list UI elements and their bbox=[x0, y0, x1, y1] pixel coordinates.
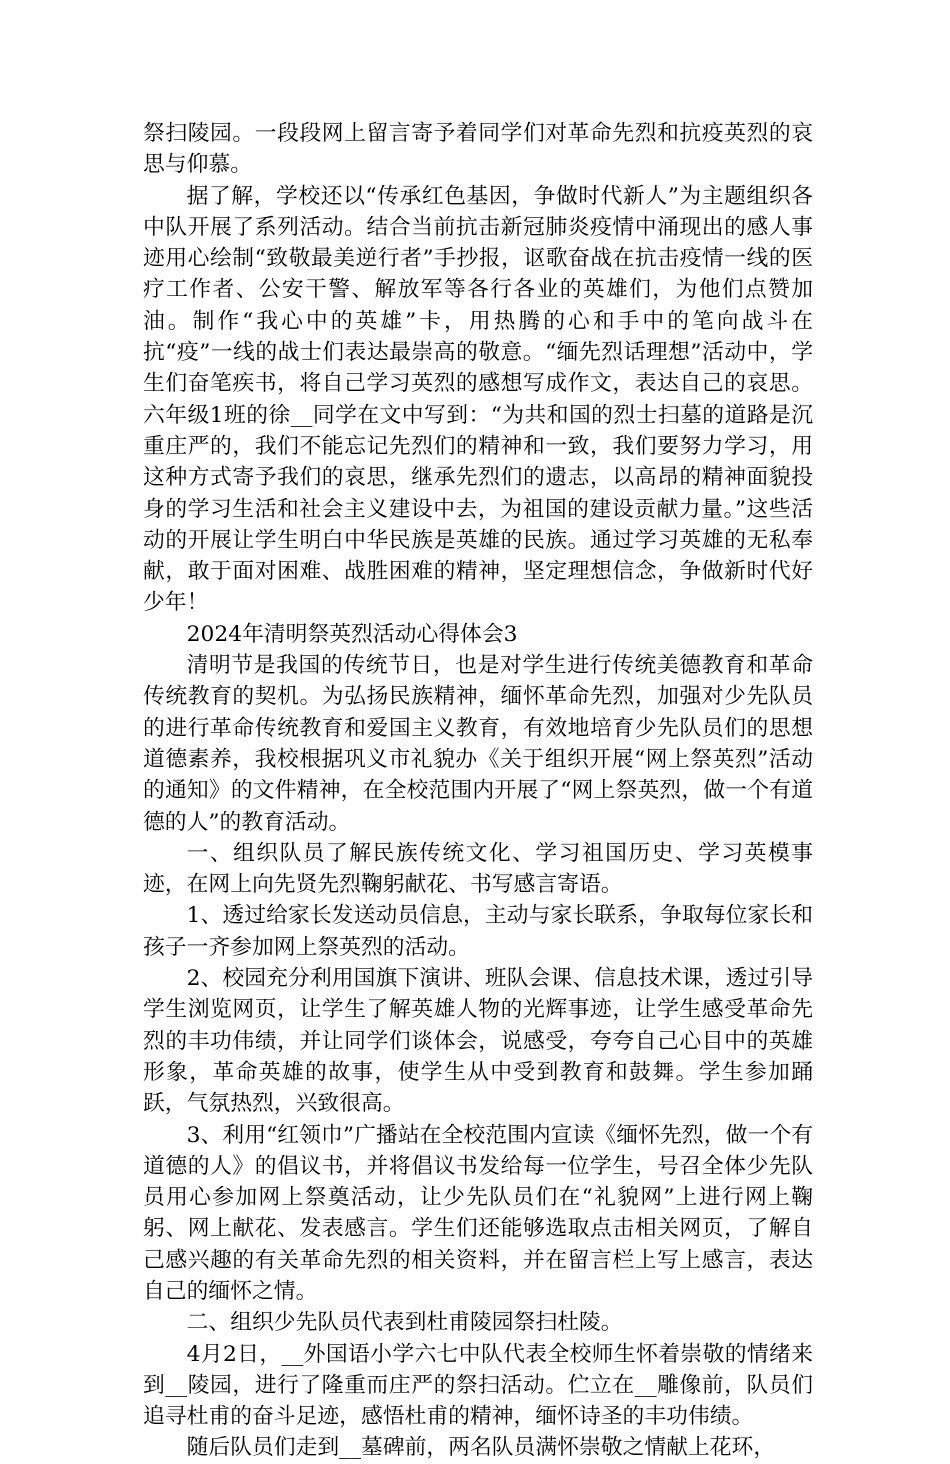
paragraph-item-1: 1、透过给家长发送动员信息，主动与家长联系，争取每位家长和孩子一齐参加网上祭英烈的活动。 bbox=[143, 903, 813, 960]
document-page bbox=[143, 118, 813, 1464]
section-heading: 2024年清明祭英烈活动心得体会3 bbox=[186, 621, 518, 647]
paragraph-item-2: 2、校园充分利用国旗下演讲、班队会课、信息技术课，透过引导学生浏览网页，让学生了解英雄人物的光辉事迹，让学生感受革命先烈的丰功伟绩，并让同学们谈体会，说感受，夸夸自己心目中的英雄形象，革命英雄的故事，使学生从中受到教育和鼓舞。学生参加踊跃，气氛热烈，兴致很高。 bbox=[143, 966, 813, 1117]
paragraph-part-one: 一、组织队员了解民族传统文化、学习祖国历史、学习英模事迹，在网上向先贤先烈鞠躬献花、书写感言寄语。 bbox=[143, 840, 813, 898]
paragraph-activities: 据了解，学校还以“传承红色基因，争做时代新人”为主题组织各中队开展了系列活动。结合当前抗击新冠肺炎疫情中涌现出的感人事迹用心绘制“致敬最美逆行者”手抄报，讴歌奋战在抗击疫情一线的医疗工作者、公安干警、解放军等各行各业的英雄们，为他们点赞加油。制作“我心中的英雄”卡，用热腾的心和手中的笔向战斗在抗“疫”一线的战士们表达最崇高的敬意。“缅先烈话理想”活动中，学生们奋笔疾书，将自己学习英烈的感想写成作文，表达自己的哀思。六年级1班的徐__同学在文中写到：“为共和国的烈士扫墓的道路是沉重庄严的，我们不能忘记先烈们的精神和一致，我们要努力学习，用这种方式寄予我们的哀思，继承先烈们的遗志，以高昂的精神面貌投身的学习生活和社会主义建设中去，为祖国的建设贡献力量。”这些活动的开展让学生明白中华民族是英雄的民族。通过学习英雄的无私奉献，敢于面对困难、战胜困难的精神，坚定理想信念，争做新时代好少年！ bbox=[143, 183, 813, 616]
paragraph-april-2: 4月2日，__外国语小学六七中队代表全校师生怀着崇敬的情绪来到__陵园，进行了隆重而庄严的祭扫活动。伫立在__雕像前，队员们追寻杜甫的奋斗足迹，感悟杜甫的精神，缅怀诗圣的丰功伟绩。 bbox=[143, 1341, 813, 1430]
paragraph-part-two: 二、组织少先队员代表到杜甫陵园祭扫杜陵。 bbox=[186, 1310, 623, 1336]
paragraph-continuation: 祭扫陵园。一段段网上留言寄予着同学们对革命先烈和抗疫英烈的哀思与仰慕。 bbox=[143, 121, 813, 178]
paragraph-intro: 清明节是我国的传统节日，也是对学生进行传统美德教育和革命传统教育的契机。为弘扬民族精神，缅怀革命先烈，加强对少先队员的进行革命传统教育和爱国主义教育，有效地培育少先队员们的思想道德素养，我校根据巩义市礼貌办《关于组织开展“网上祭英烈”活动的通知》的文件精神，在全校范围内开展了“网上祭英烈，做一个有道德的人”的教育活动。 bbox=[143, 653, 813, 835]
paragraph-tomb: 随后队员们走到__墓碑前，两名队员满怀崇敬之情献上花环， bbox=[186, 1435, 776, 1461]
paragraph-item-3: 3、利用“红领巾”广播站在全校范围内宣读《缅怀先烈，做一个有道德的人》的倡议书，并将倡议书发给每一位学生，号召全体少先队员用心参加网上祭奠活动，让少先队员们在“礼貌网”上进行网上鞠躬、网上献花、发表感言。学生们还能够选取点击相关网页，了解自己感兴趣的有关革命先烈的相关资料，并在留言栏上写上感言，表达自己的缅怀之情。 bbox=[143, 1122, 813, 1304]
